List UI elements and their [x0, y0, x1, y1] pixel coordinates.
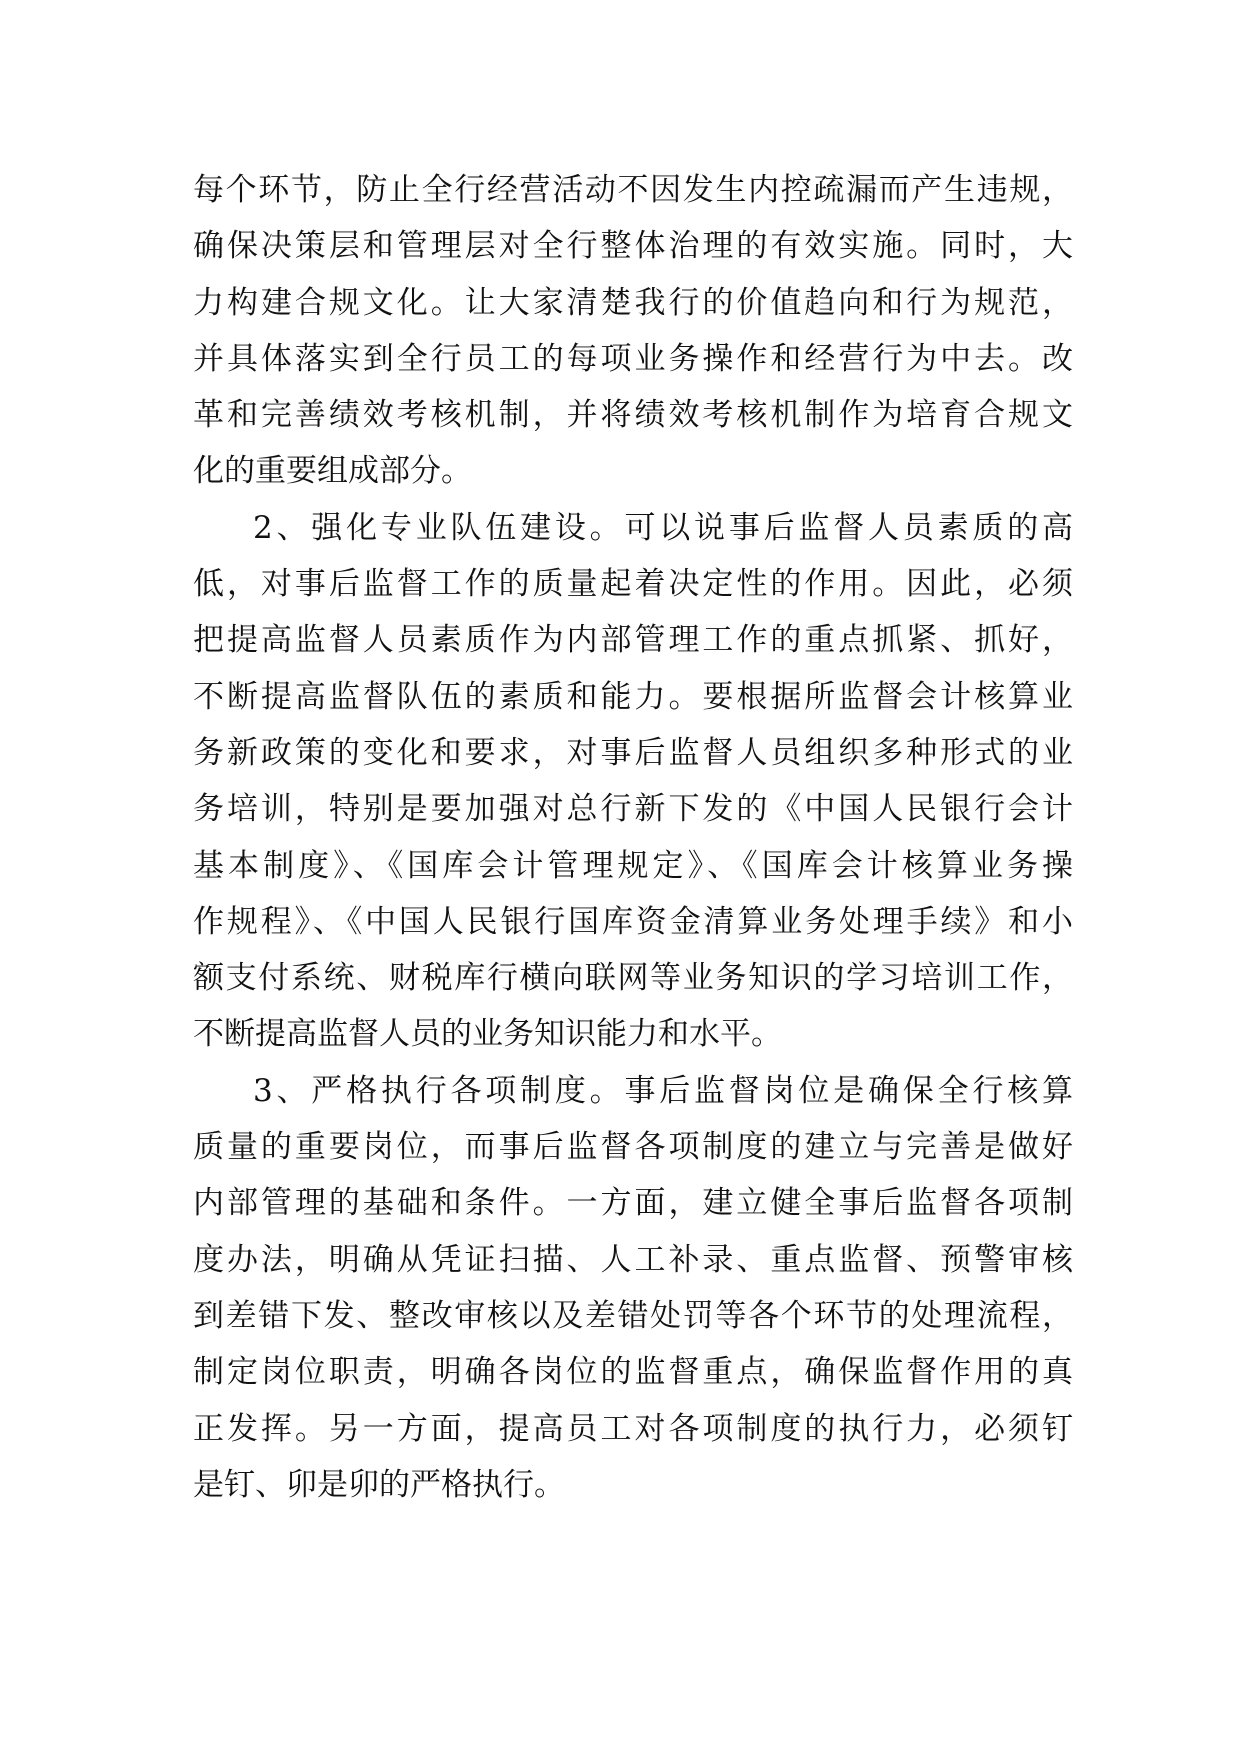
text-line: 化的重要组成部分。 [193, 453, 472, 490]
text-line: 是钉、卯是卯的严格执行。 [193, 1466, 565, 1503]
text-line: 每个环节，防止全行经营活动不因发生内控疏漏而产生违规， [193, 172, 1073, 208]
paragraph-team-building [193, 500, 1073, 1063]
text-line: 质量的重要岗位，而事后监督各项制度的建立与完善是做好 [193, 1129, 1073, 1166]
paragraph-system-enforcement [193, 1063, 1073, 1513]
text-line: 基本制度》、《国库会计管理规定》、《国库会计核算业务操 [193, 847, 1073, 884]
text-line: 2、强化专业队伍建设。可以说事后监督人员素质的高 [253, 509, 1073, 546]
text-line: 务培训，特别是要加强对总行新下发的《中国人民银行会计 [193, 791, 1073, 828]
text-line: 务新政策的变化和要求，对事后监督人员组织多种形式的业 [193, 734, 1073, 771]
text-line: 制定岗位职责，明确各岗位的监督重点，确保监督作用的真 [193, 1354, 1073, 1391]
text-line: 革和完善绩效考核机制，并将绩效考核机制作为培育合规文 [193, 397, 1073, 434]
text-line: 低，对事后监督工作的质量起着决定性的作用。因此，必须 [193, 566, 1073, 603]
text-line: 额支付系统、财税库行横向联网等业务知识的学习培训工作， [193, 960, 1073, 997]
text-line: 正发挥。另一方面，提高员工对各项制度的执行力，必须钉 [193, 1410, 1073, 1447]
text-line: 不断提高监督队伍的素质和能力。要根据所监督会计核算业 [193, 678, 1073, 715]
text-line: 3、严格执行各项制度。事后监督岗位是确保全行核算 [253, 1072, 1073, 1109]
paragraph-compliance-culture [193, 162, 1073, 500]
text-line: 把提高监督人员素质作为内部管理工作的重点抓紧、抓好， [193, 622, 1073, 659]
text-line: 作规程》、《中国人民银行国库资金清算业务处理手续》和小 [193, 903, 1073, 940]
text-line: 不断提高监督人员的业务知识能力和水平。 [193, 1016, 782, 1053]
text-line: 并具体落实到全行员工的每项业务操作和经营行为中去。改 [193, 340, 1073, 377]
text-line: 确保决策层和管理层对全行整体治理的有效实施。同时，大 [193, 228, 1073, 265]
text-line: 力构建合规文化。让大家清楚我行的价值趋向和行为规范， [193, 284, 1073, 321]
text-line: 内部管理的基础和条件。一方面，建立健全事后监督各项制 [193, 1185, 1073, 1222]
document-body [193, 162, 1073, 1513]
text-line: 到差错下发、整改审核以及差错处罚等各个环节的处理流程， [193, 1297, 1073, 1334]
text-line: 度办法，明确从凭证扫描、人工补录、重点监督、预警审核 [193, 1241, 1073, 1278]
